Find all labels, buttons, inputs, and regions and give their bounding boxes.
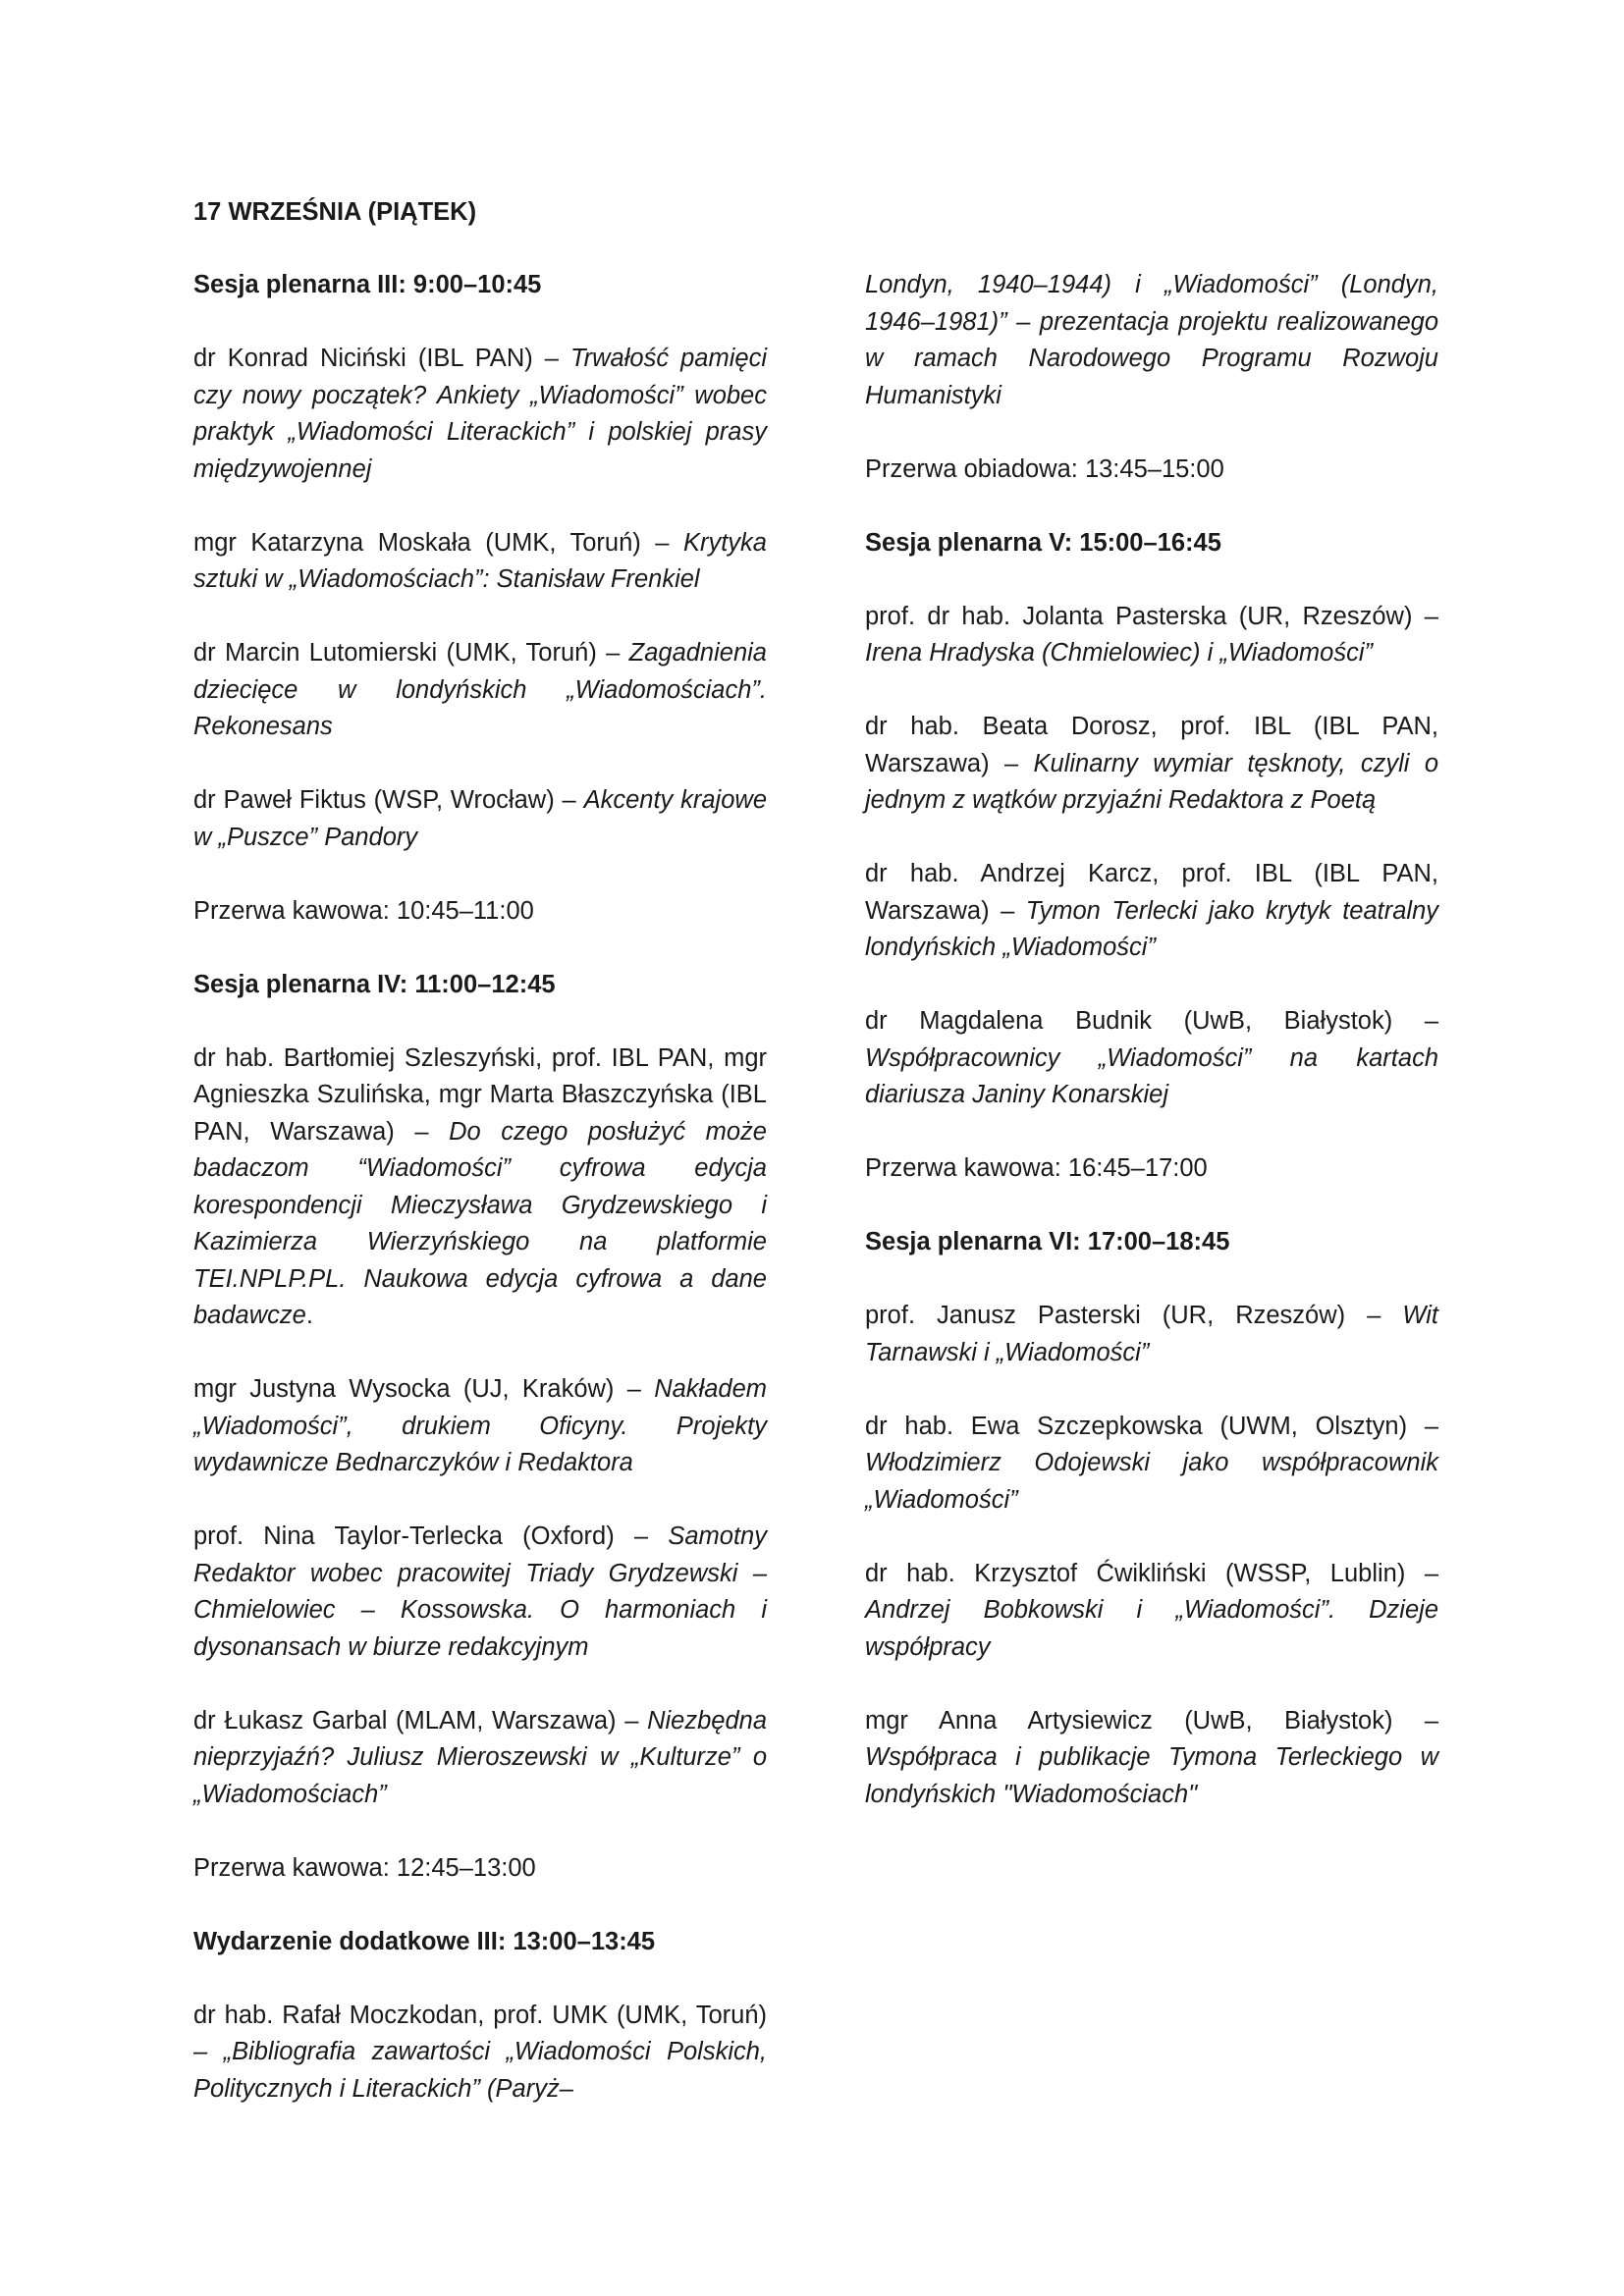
talk-title: Włodzimierz Odojewski jako współpracownik „Wiadomości” bbox=[865, 1449, 1438, 1514]
talk-title: Andrzej Bobkowski i „Wiadomości”. Dzieje współpracy bbox=[865, 1596, 1438, 1661]
speaker: mgr Justyna Wysocka (UJ, Kraków) – bbox=[193, 1375, 655, 1403]
speaker: dr hab. Beata Dorosz, prof. IBL (IBL PAN, Warszawa) – bbox=[865, 713, 1438, 777]
speaker: prof. Janusz Pasterski (UR, Rzeszów) – bbox=[865, 1302, 1403, 1329]
speaker: dr hab. Rafał Moczkodan, prof. UMK (UMK, Toruń) – bbox=[193, 2001, 767, 2065]
break-entry: Przerwa kawowa: 10:45–11:00 bbox=[193, 896, 534, 925]
break-entry: Przerwa kawowa: 16:45–17:00 bbox=[865, 1154, 1208, 1182]
day-heading: 17 WRZEŚNIA (PIĄTEK) bbox=[193, 198, 477, 226]
talk-title: Niezbędna nieprzyjaźń? Juliusz Mieroszewski w „Kulturze” o „Wiadomościach” bbox=[193, 1706, 767, 1808]
talk-entry bbox=[193, 782, 767, 856]
session-heading: Sesja plenarna III: 9:00–10:45 bbox=[193, 271, 542, 298]
break-entry: Przerwa obiadowa: 13:45–15:00 bbox=[865, 454, 1224, 483]
talk-title: Wit Tarnawski i „Wiadomości” bbox=[865, 1302, 1438, 1366]
speaker: dr hab. Krzysztof Ćwikliński (WSSP, Lublin) – bbox=[865, 1559, 1438, 1587]
talk-title: Krytyka sztuki w „Wiadomościach”: Stanisław Frenkiel bbox=[193, 528, 767, 593]
speaker: dr hab. Andrzej Karcz, prof. IBL (IBL PAN, Warszawa) – bbox=[865, 860, 1438, 925]
talk-entry bbox=[865, 1298, 1438, 1371]
talk-entry bbox=[193, 1041, 767, 1335]
speaker: dr Paweł Fiktus (WSP, Wrocław) – bbox=[193, 786, 584, 814]
break-entry: Przerwa kawowa: 12:45–13:00 bbox=[193, 1853, 536, 1882]
talk-title: Akcenty krajowe w „Puszce” Pandory bbox=[193, 786, 768, 851]
speaker: prof. dr hab. Jolanta Pasterska (UR, Rzeszów) – bbox=[865, 602, 1438, 630]
talk-title: Współpraca i publikacje Tymona Terleckiego w londyńskich "Wiadomościach" bbox=[865, 1743, 1438, 1808]
speaker: dr Magdalena Budnik (UwB, Białystok) – bbox=[865, 1007, 1438, 1035]
left-column bbox=[193, 267, 767, 2145]
session-heading: Sesja plenarna IV: 11:00–12:45 bbox=[193, 970, 556, 998]
talk-title: Londyn, 1940–1944) i „Wiadomości” (Londyn, 1946–1981)” – prezentacja projektu realizowanego w ramach Narodowego Programu Rozwoju Humanistyki bbox=[865, 271, 1438, 409]
talk-entry bbox=[865, 599, 1438, 672]
talk-entry bbox=[193, 635, 767, 746]
speaker: mgr Katarzyna Moskała (UMK, Toruń) – bbox=[193, 528, 683, 557]
talk-entry bbox=[865, 1409, 1438, 1520]
session-heading: Wydarzenie dodatkowe III: 13:00–13:45 bbox=[193, 1927, 656, 1955]
talk-entry bbox=[193, 525, 767, 599]
session-heading: Sesja plenarna VI: 17:00–18:45 bbox=[865, 1228, 1230, 1255]
talk-title: Samotny Redaktor wobec pracowitej Triady Grydzewski – Chmielowiec – Kossowska. O harmoniach i dysonansach w biurze redakcyjnym bbox=[193, 1522, 767, 1661]
session-heading: Sesja plenarna V: 15:00–16:45 bbox=[865, 528, 1221, 557]
talk-entry bbox=[865, 1003, 1438, 1114]
talk-title: Tymon Terlecki jako krytyk teatralny londyńskich „Wiadomości” bbox=[865, 896, 1438, 961]
talk-entry bbox=[193, 1998, 767, 2109]
talk-entry bbox=[865, 1556, 1438, 1667]
speaker: dr Konrad Niciński (IBL PAN) – bbox=[193, 345, 570, 372]
talk-title: Irena Hradyska (Chmielowiec) i „Wiadomości” bbox=[865, 639, 1373, 667]
talk-entry bbox=[865, 709, 1438, 820]
talk-title: Do czego posłużyć może badaczom “Wiadomości” cyfrowa edycja korespondencji Mieczysława Grydzewskiego i Kazimierza Wierzyńskiego na platformie TEI.NPLP.PL. Naukowa edycja cyfrowa a dane badawcze bbox=[193, 1117, 767, 1329]
talk-title: Współpracownicy „Wiadomości” na kartach diariusza Janiny Konarskiej bbox=[865, 1043, 1438, 1108]
talk-entry bbox=[193, 1371, 767, 1482]
talk-entry bbox=[865, 267, 1438, 414]
talk-suffix: . bbox=[305, 1302, 313, 1329]
talk-title: Trwałość pamięci czy nowy początek? Ankiety „Wiadomości” wobec praktyk „Wiadomości Literackich” i polskiej prasy międzywojennej bbox=[193, 345, 767, 483]
talk-title: „Bibliografia zawartości „Wiadomości Polskich, Politycznych i Literackich” (Paryż– bbox=[193, 2038, 767, 2103]
talk-entry bbox=[865, 856, 1438, 967]
speaker: prof. Nina Taylor-Terlecka (Oxford) – bbox=[193, 1522, 669, 1550]
talk-entry bbox=[193, 341, 767, 488]
speaker: dr hab. Ewa Szczepkowska (UWM, Olsztyn) – bbox=[865, 1412, 1438, 1440]
speaker: dr Łukasz Garbal (MLAM, Warszawa) – bbox=[193, 1706, 648, 1735]
talk-title: Zagadnienia dziecięce w londyńskich „Wiadomościach”. Rekonesans bbox=[193, 639, 767, 740]
right-column bbox=[865, 267, 1438, 1850]
talk-entry bbox=[865, 1703, 1438, 1814]
speaker: mgr Anna Artysiewicz (UwB, Białystok) – bbox=[865, 1706, 1438, 1735]
talk-title: Nakładem „Wiadomości”, drukiem Oficyny. Projekty wydawnicze Bednarczyków i Redaktora bbox=[193, 1375, 767, 1476]
speaker: dr hab. Bartłomiej Szleszyński, prof. IBL PAN, mgr Agnieszka Szulińska, mgr Marta Błaszczyńska (IBL PAN, Warszawa) – bbox=[193, 1043, 767, 1146]
talk-title: Kulinarny wymiar tęsknoty, czyli o jednym z wątków przyjaźni Redaktora z Poetą bbox=[865, 749, 1439, 814]
talk-entry bbox=[193, 1519, 767, 1666]
talk-entry bbox=[193, 1703, 767, 1814]
speaker: dr Marcin Lutomierski (UMK, Toruń) – bbox=[193, 639, 629, 667]
